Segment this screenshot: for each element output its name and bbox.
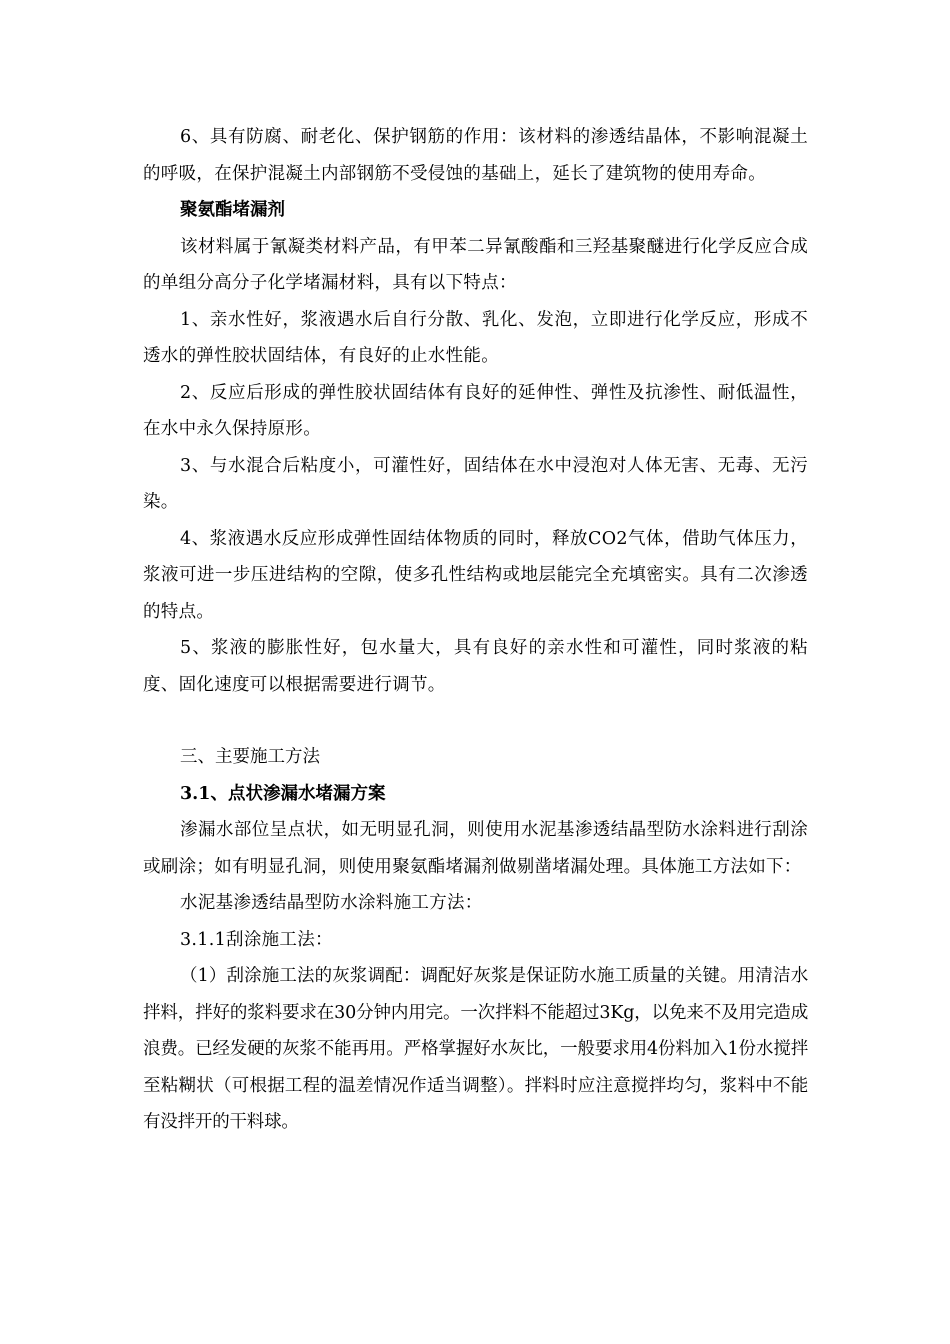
- paragraph-polyurethane-intro: 该材料属于氰凝类材料产品，有甲苯二异氰酸酯和三羟基聚醚进行化学反应合成的单组分高分子化学堵漏材料，具有以下特点：: [143, 236, 808, 293]
- paragraph-cement-coating-method: 水泥基渗透结晶型防水涂料施工方法：: [180, 893, 483, 913]
- paragraph-scrape-method-title: 3.1.1刮涂施工法：: [180, 929, 333, 950]
- paragraph-point-leak: 渗漏水部位呈点状，如无明显孔洞，则使用水泥基渗透结晶型防水涂料进行刮涂或刷涂；如有明显孔洞，则使用聚氨酯堵漏剂做剔凿堵漏处理。具体施工方法如下：: [143, 820, 808, 877]
- document-body: [143, 119, 808, 1141]
- paragraph-feature-3: 3、与水混合后粘度小，可灌性好，固结体在水中浸泡对人体无害、无毒、无污染。: [143, 455, 808, 512]
- paragraph-feature-4: 4、浆液遇水反应形成弹性固结体物质的同时，释放CO2气体，借助气体压力，浆液可进一步压进结构的空隙，使多孔性结构或地层能完全充填密实。具有二次渗透的特点。: [143, 528, 808, 622]
- blank-line: [143, 703, 808, 739]
- heading-point-leak-plan: 3.1、点状渗漏水堵漏方案: [180, 783, 386, 804]
- paragraph-feature-2: 2、反应后形成的弹性胶状固结体有良好的延伸性、弹性及抗渗性、耐低温性，在水中永久保持原形。: [143, 382, 808, 439]
- paragraph-mortar-mixing: （1）刮涂施工法的灰浆调配：调配好灰浆是保证防水施工质量的关键。用清洁水拌料，拌好的浆料要求在30分钟内用完。一次拌料不能超过3Kg，以免来不及用完造成浪费。已经发硬的灰浆不能再用。严格掌握好水灰比，一般要求用4份料加入1份水搅拌至粘糊状（可根据工程的温差情况作适当调整）。拌料时应注意搅拌均匀，浆料中不能有没拌开的干料球。: [143, 966, 808, 1132]
- paragraph-feature-1: 1、亲水性好，浆液遇水后自行分散、乳化、发泡，立即进行化学反应，形成不透水的弹性胶状固结体，有良好的止水性能。: [143, 309, 808, 366]
- section-title-main-methods: 三、主要施工方法: [180, 747, 320, 767]
- heading-polyurethane-sealant: 聚氨酯堵漏剂: [180, 200, 285, 220]
- paragraph-anticorrosion: 6、具有防腐、耐老化、保护钢筋的作用：该材料的渗透结晶体，不影响混凝土的呼吸，在保护混凝土内部钢筋不受侵蚀的基础上，延长了建筑物的使用寿命。: [143, 127, 808, 184]
- paragraph-feature-5: 5、浆液的膨胀性好，包水量大，具有良好的亲水性和可灌性，同时浆液的粘度、固化速度可以根据需要进行调节。: [143, 638, 808, 695]
